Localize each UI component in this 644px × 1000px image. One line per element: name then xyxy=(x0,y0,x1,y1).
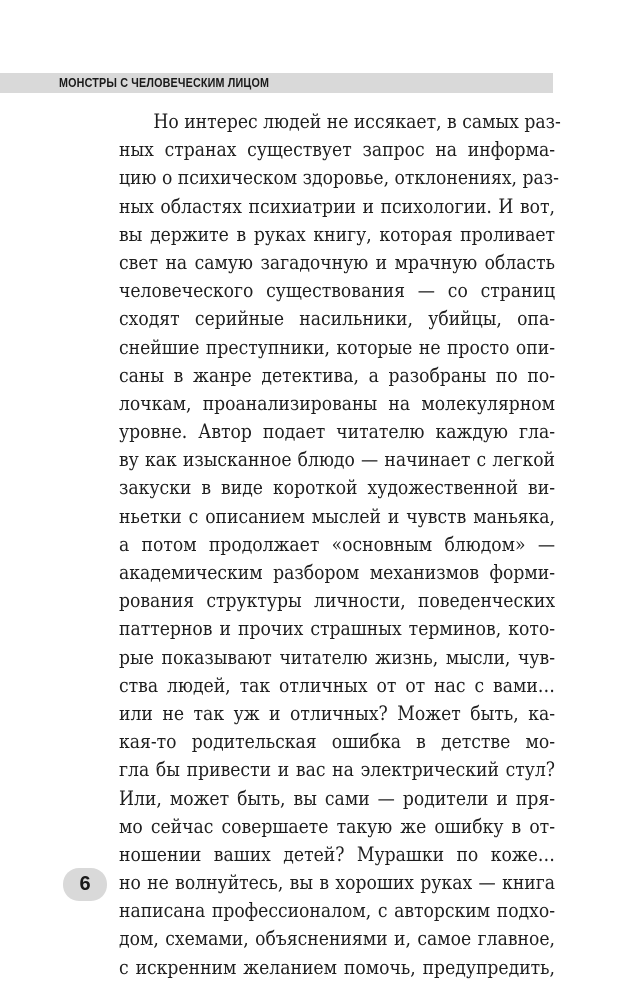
running-head-band xyxy=(0,73,553,93)
text-line: закуски в виде короткой художественной ви- xyxy=(119,475,556,500)
text-line: Но интерес людей не иссякает, в самых раз- xyxy=(153,109,561,133)
text-line: ву как изысканное блюдо — начинает с легкой xyxy=(119,447,556,472)
text-line: вы держите в руках книгу, которая проливает xyxy=(119,221,556,246)
text-line: ных областях психиатрии и психологии. И вот, xyxy=(119,193,556,218)
page-number: 6 xyxy=(79,873,91,895)
text-line: человеческого существования — со страниц xyxy=(119,278,556,303)
text-line: академическим разбором механизмов форми- xyxy=(119,560,556,584)
text-line: рые показывают читателю жизнь, мысли, чув- xyxy=(119,644,556,669)
text-line: лочкам, проанализированы на молекулярном xyxy=(119,390,556,415)
text-line: ства людей, так отличных от от нас с вами… xyxy=(119,672,556,697)
text-line: с искренним желанием помочь, предупредить, xyxy=(119,954,556,979)
text-line: гла бы привести и вас на электрический стул? xyxy=(119,757,556,782)
text-line: ношении ваших детей? Мурашки по коже… xyxy=(119,841,556,866)
text-line: дом, схемами, объяснениями и, самое главное, xyxy=(119,926,556,951)
text-line: написана профессионалом, с авторским подхо- xyxy=(119,898,556,923)
text-line: или не так уж и отличных? Может быть, ка- xyxy=(119,700,556,725)
text-line: а потом продолжает «основным блюдом» — xyxy=(119,531,556,556)
text-line: Или, может быть, вы сами — родители и пря- xyxy=(119,785,556,810)
text-line: паттернов и прочих страшных терминов, кото- xyxy=(119,616,556,641)
text-line: снейшие преступники, которые не просто опи- xyxy=(119,334,556,359)
text-line: саны в жанре детектива, а разобраны по по- xyxy=(119,362,556,387)
text-line: уровне. Автор подает читателю каждую гла- xyxy=(119,419,556,444)
text-line: ньетки с описанием мыслей и чувств маньяка, xyxy=(119,503,556,528)
text-line: мо сейчас совершаете такую же ошибку в от- xyxy=(119,813,556,838)
text-line: рования структуры личности, поведенческих xyxy=(119,588,556,613)
text-line: ных странах существует запрос на информа- xyxy=(119,137,556,162)
page-number-badge xyxy=(63,868,107,901)
text-line: цию о психическом здоровье, отклонениях, раз- xyxy=(119,165,559,190)
text-line: сходят серийные насильники, убийцы, опа- xyxy=(119,306,556,331)
text-line: свет на самую загадочную и мрачную область xyxy=(119,249,556,274)
text-line: кая-то родительская ошибка в детстве мо- xyxy=(119,729,556,754)
text-line: но не волнуйтесь, вы в хороших руках — книга xyxy=(119,870,556,895)
running-head-title: МОНСТРЫ С ЧЕЛОВЕЧЕСКИМ ЛИЦОМ xyxy=(59,76,270,90)
body-text xyxy=(119,107,561,981)
